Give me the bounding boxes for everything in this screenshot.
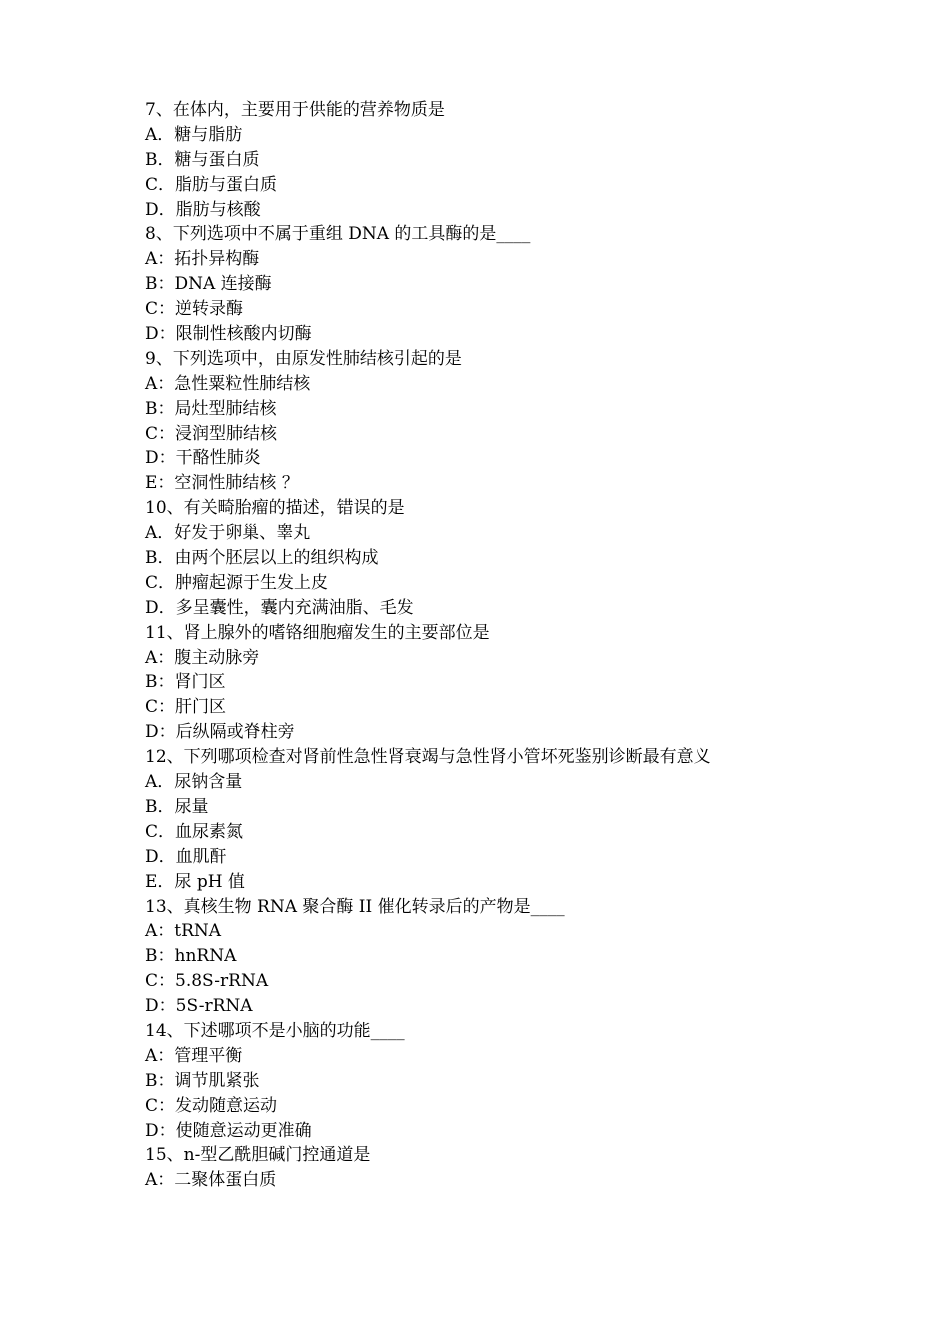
option-line: A．尿钠含量 — [145, 772, 243, 793]
option-line: D：后纵隔或脊柱旁 — [145, 722, 295, 743]
question-10: 10、有关畸胎瘤的描述，错误的是 — [145, 498, 405, 519]
option-line: D．多呈囊性，囊内充满油脂、毛发 — [145, 597, 414, 618]
option-line: A：拓扑异构酶 — [145, 249, 260, 270]
option-line: C：发动随意运动 — [145, 1095, 278, 1116]
option-line: B：调节肌紧张 — [145, 1070, 260, 1091]
option-line: D．血肌酐 — [145, 846, 227, 867]
option-line: A．糖与脂肪 — [145, 124, 243, 145]
option-line: A：二聚体蛋白质 — [145, 1170, 277, 1191]
document-body — [145, 98, 845, 1193]
option-line: D：使随意运动更准确 — [145, 1120, 312, 1141]
question-9: 9、下列选项中，由原发性肺结核引起的是 — [145, 348, 462, 369]
question-15: 15、n-型乙酰胆碱门控通道是 — [145, 1145, 371, 1166]
option-line: A：腹主动脉旁 — [145, 647, 260, 668]
option-line: C．脂肪与蛋白质 — [145, 174, 278, 195]
question-14: 14、下述哪项不是小脑的功能____ — [145, 1020, 405, 1041]
option-line: B．由两个胚层以上的组织构成 — [145, 548, 379, 569]
option-line: C：浸润型肺结核 — [145, 423, 278, 444]
option-line: B．尿量 — [145, 796, 209, 817]
question-12: 12、下列哪项检查对肾前性急性肾衰竭与急性肾小管坏死鉴别诊断最有意义 — [145, 747, 711, 768]
option-line: D．脂肪与核酸 — [145, 199, 261, 220]
question-7: 7、在体内，主要用于供能的营养物质是 — [145, 100, 445, 120]
option-line: A：管理平衡 — [145, 1045, 243, 1066]
option-line: D：5S-rRNA — [145, 996, 253, 1017]
option-line: D：干酪性肺炎 — [145, 448, 261, 469]
option-line: C．肿瘤起源于生发上皮 — [145, 572, 329, 593]
option-line: E：空洞性肺结核 ？ — [145, 473, 299, 494]
question-13: 13、真核生物 RNA 聚合酶 II 催化转录后的产物是____ — [145, 896, 565, 917]
option-line: A：急性粟粒性肺结核 — [145, 373, 311, 394]
question-8: 8、下列选项中不属于重组 DNA 的工具酶的是____ — [145, 224, 531, 245]
option-line: C：逆转录酶 — [145, 299, 244, 320]
option-line: C：肝门区 — [145, 697, 227, 718]
option-line: B：肾门区 — [145, 672, 226, 693]
option-line: B：DNA 连接酶 — [145, 274, 272, 295]
option-line: A：tRNA — [145, 921, 222, 942]
option-line: B：局灶型肺结核 — [145, 398, 277, 419]
question-11: 11、肾上腺外的嗜铬细胞瘤发生的主要部位是 — [145, 622, 490, 643]
option-line: C：5.8S-rRNA — [145, 971, 269, 992]
option-line: D：限制性核酸内切酶 — [145, 324, 312, 345]
option-line: B：hnRNA — [145, 946, 237, 967]
option-line: A．好发于卵巢、睾丸 — [145, 523, 311, 544]
option-line: B．糖与蛋白质 — [145, 149, 260, 170]
option-line: E．尿 pH 值 — [145, 871, 245, 892]
option-line: C．血尿素氮 — [145, 821, 244, 842]
